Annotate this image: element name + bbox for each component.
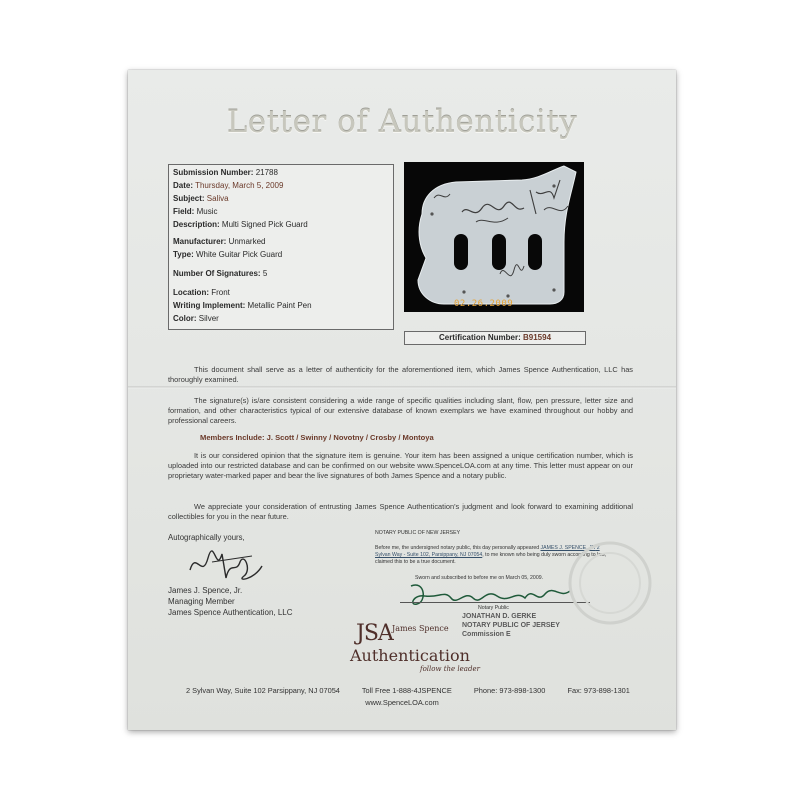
notary-stamp: JONATHAN D. GERKE NOTARY PUBLIC OF JERSEY Commission E xyxy=(462,613,560,638)
detail-row-color: Color: Silver xyxy=(173,314,219,323)
paragraph-signature-analysis: The signature(s) is/are consistent considering a wide range of specific qualities including slant, flow, pen pressure, letter size and formation, and other characteristics typical of our extensive database of known exemplars we have examined throughout our hobby and professional careers. xyxy=(168,396,633,425)
signatory-name: James J. Spence, Jr. xyxy=(168,586,243,595)
certification-number-box: Certification Number: B91594 xyxy=(404,331,586,345)
notary-public-label: Notary Public xyxy=(478,605,509,611)
notary-signature-line xyxy=(400,602,590,603)
notary-heading: NOTARY PUBLIC OF NEW JERSEY xyxy=(375,530,461,536)
footer-contact xyxy=(186,686,650,695)
signatory-company: James Spence Authentication, LLC xyxy=(168,608,293,617)
item-photo xyxy=(404,162,584,312)
detail-row-subject: Subject: Saliva xyxy=(173,194,229,203)
footer-tollfree: Toll Free 1-888-4JSPENCE xyxy=(361,686,452,695)
closing-text: Autographically yours, xyxy=(168,533,245,542)
footer-website: www.SpenceLOA.com xyxy=(365,698,439,707)
notary-statement: Before me, the undersigned notary public, this day personally appeared JAMES J. SPENCE, JR 2 Sylvan Way - Suite 102, Parsippany, NJ 07054, to me known who being duly sworn according to law, claimed this to be a true document. xyxy=(375,545,606,565)
detail-row-date: Date: Thursday, March 5, 2009 xyxy=(173,181,284,190)
item-details-box xyxy=(168,164,394,330)
members-list: Members Include: J. Scott / Swinny / Novotny / Crosby / Montoya xyxy=(200,433,434,442)
detail-row-writing-implement: Writing Implement: Metallic Paint Pen xyxy=(173,301,312,310)
signatory-role: Managing Member xyxy=(168,597,235,606)
signatory-block xyxy=(168,585,293,618)
footer-address: 2 Sylvan Way, Suite 102 Parsippany, NJ 07054 xyxy=(186,686,340,695)
footer-fax: Fax: 973-898-1301 xyxy=(567,686,630,695)
paragraph-intro: This document shall serve as a letter of authenticity for the aforementioned item, which James Spence Authentication, LLC has thoroughly examined. xyxy=(168,365,633,384)
detail-row-submission: Submission Number: 21788 xyxy=(173,168,278,177)
detail-row-manufacturer: Manufacturer: Unmarked xyxy=(173,237,266,246)
detail-row-field: Field: Music xyxy=(173,207,218,216)
spence-signature xyxy=(182,540,272,585)
embossed-seal xyxy=(565,538,655,628)
paper-fold-crease xyxy=(128,386,676,389)
detail-row-location: Location: Front xyxy=(173,288,230,297)
notary-sworn-date: Sworn and subscribed to before me on March 05, 2009. xyxy=(415,575,544,581)
detail-row-type: Type: White Guitar Pick Guard xyxy=(173,250,283,259)
pick-guard-image xyxy=(404,162,584,312)
paragraph-appreciation: We appreciate your consideration of entrusting James Spence Authentication’s judgment and look forward to examining additional collectibles for you in the near future. xyxy=(168,502,633,521)
letter-title: Letter of Authenticity xyxy=(226,104,578,140)
footer-phone: Phone: 973-898-1300 xyxy=(473,686,546,695)
paragraph-opinion: It is our considered opinion that the signature item is genuine. Your item has been assigned a unique certification number, which is uploaded into our restricted database and can be confirmed on our website www.SpenceLOA.com at any time. This letter must appear on our proprietary water-marked paper and bear the live signatures of both James Spence and a notary public. xyxy=(168,451,633,480)
photo-date-stamp: 02.26.2009 xyxy=(454,299,514,309)
detail-row-signature-count: Number Of Signatures: 5 xyxy=(173,269,268,278)
detail-row-description: Description: Multi Signed Pick Guard xyxy=(173,220,308,229)
